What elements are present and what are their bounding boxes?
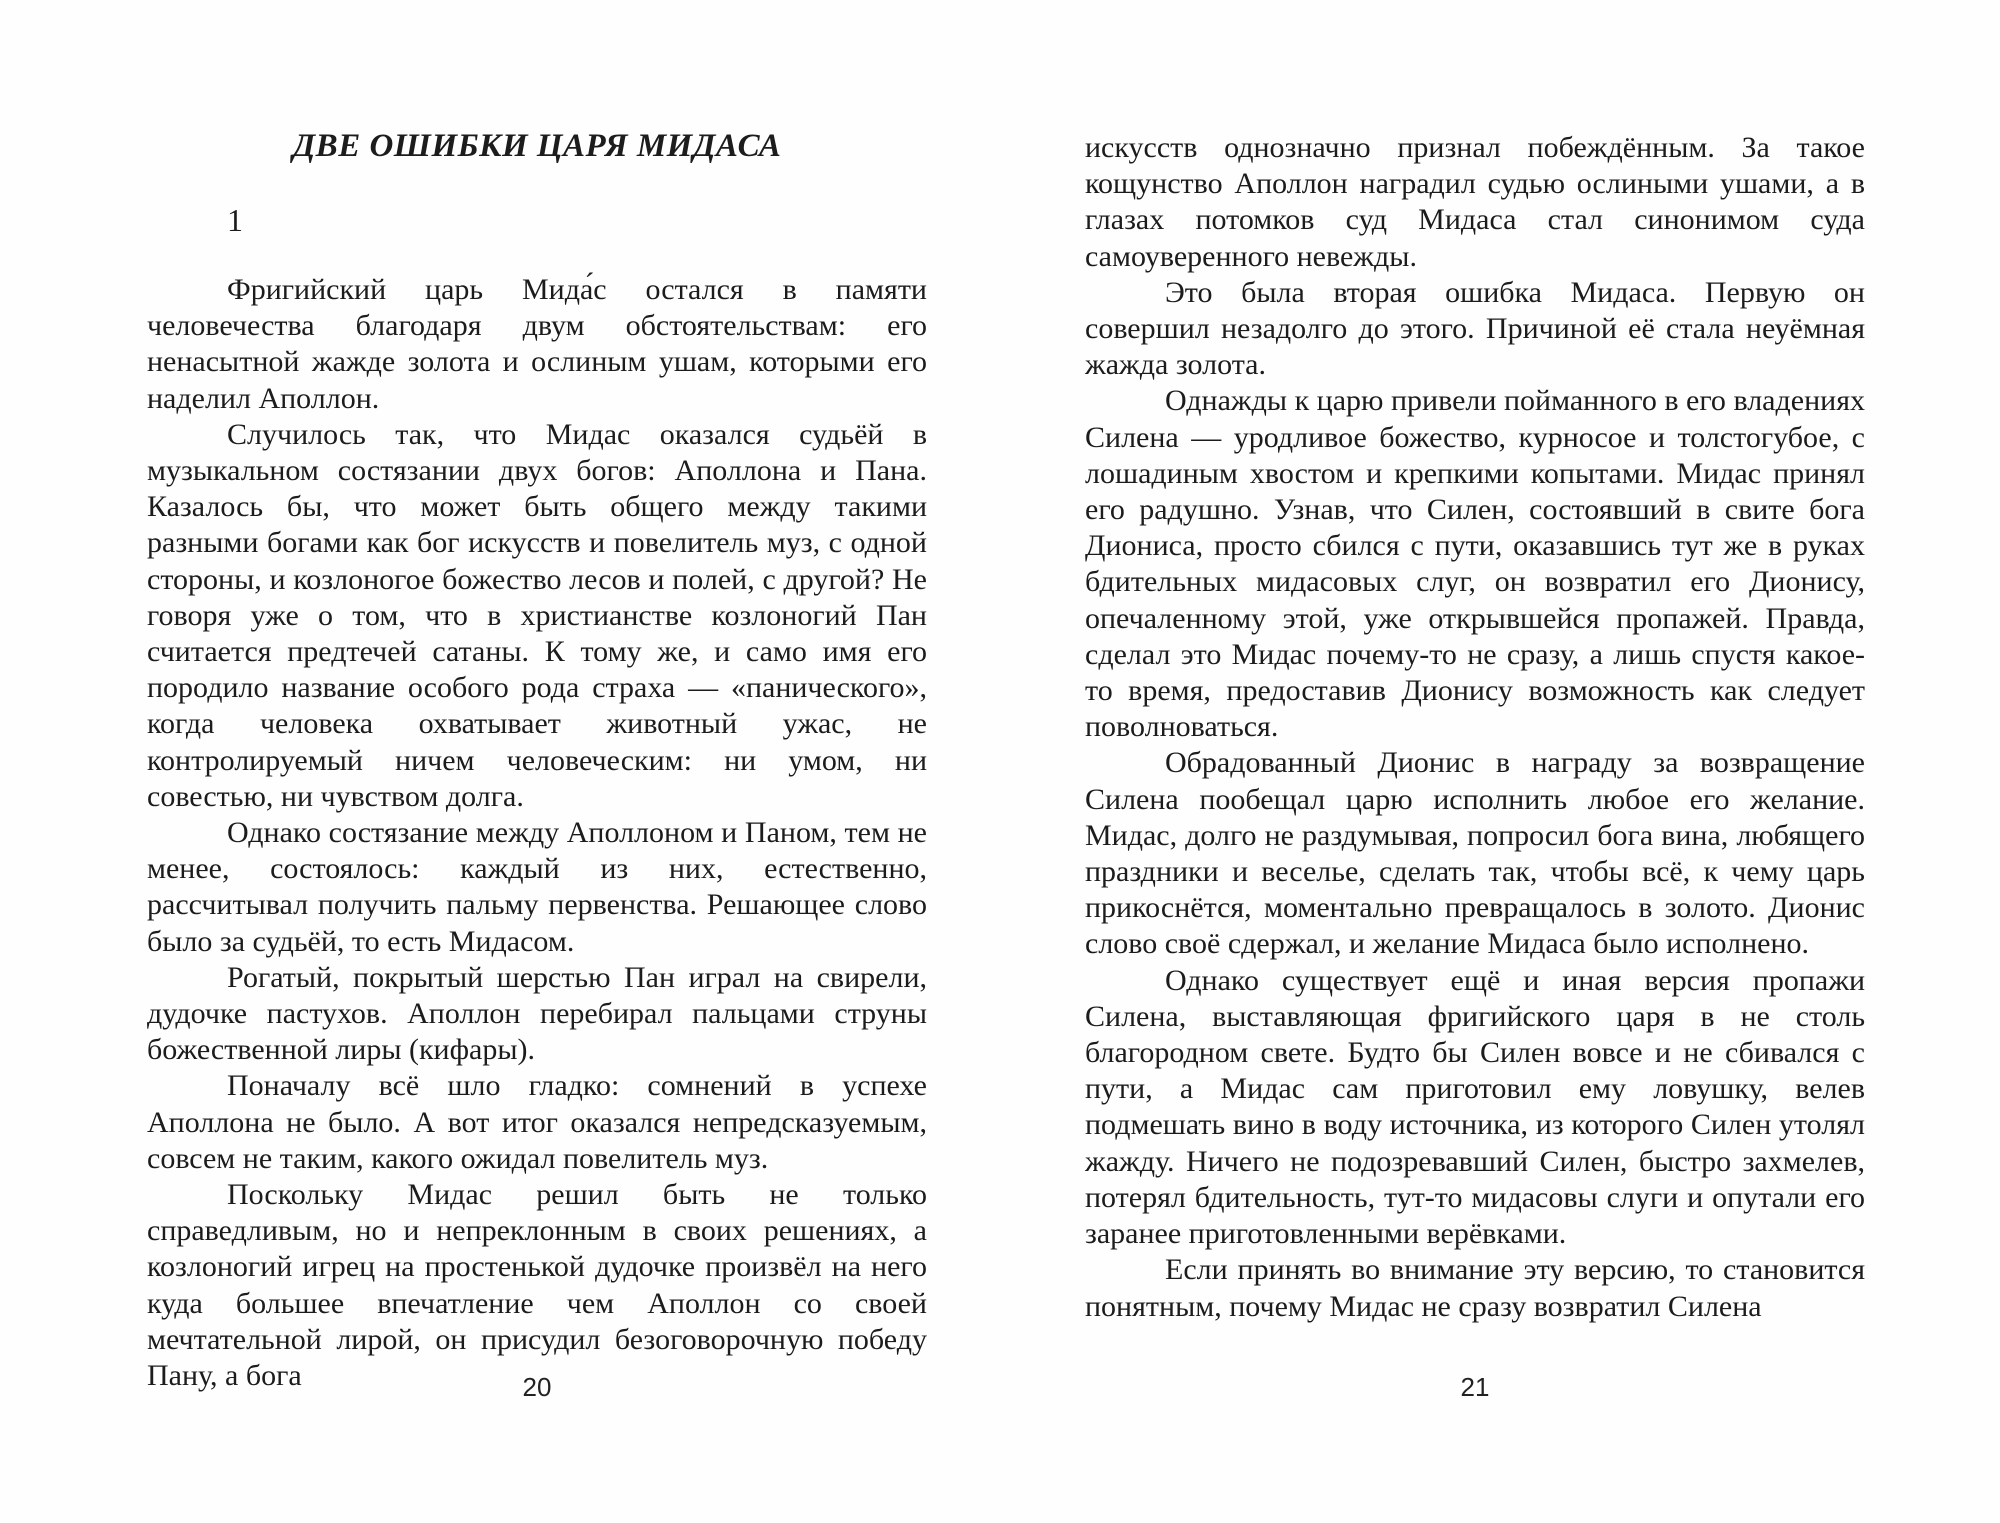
right-page <box>1085 0 1865 1523</box>
chapter-title: ДВЕ ОШИБКИ ЦАРЯ МИДАСА <box>292 128 782 164</box>
paragraph: Поначалу всё шло гладко: сомнений в успехе Аполлона не было. А вот итог оказался непредсказуемым, совсем не таким, какого ожидал повелитель муз. <box>147 1069 927 1175</box>
left-page <box>147 0 927 1523</box>
paragraph: Однако состязание между Аполлоном и Паном, тем не менее, состоялось: каждый из них, естественно, рассчитывал получить пальму первенства. Решающее слово было за судьёй, то есть Мидасом. <box>147 816 927 958</box>
page-number: 20 <box>522 1372 552 1402</box>
paragraph: искусств однозначно признал побеждённым. За такое кощунство Аполлон наградил судью ослиными ушами, а в глазах потомков суд Мидаса стал синонимом суда самоуверенного невежды. <box>1085 131 1865 273</box>
paragraph: Поскольку Мидас решил быть не только справедливым, но и непреклонным в своих решениях, а козлоногий игрец на простенькой дудочке произвёл на него куда большее впечатление чем Аполлон со своей мечтательной лирой, он присудил безоговорочную победу Пану, а бога <box>147 1178 927 1393</box>
paragraph: Однако существует ещё и иная версия пропажи Силена, выставляющая фригийского царя в не столь благородном свете. Будто бы Силен вовсе и не сбивался с пути, а Мидас сам приготовил ему ловушку, велев подмешать вино в воду источника, из которого Силен утолял жажду. Ничего не подозревавший Силен, быстро захмелев, потерял бдительность, тут-то мидасовы слуги и опутали его заранее приготовленными верёвками. <box>1085 963 1865 1251</box>
paragraph: Если принять во внимание эту версию, то становится понятным, почему Мидас не сразу возвратил Силена <box>1085 1253 1865 1323</box>
paragraph: Это была вторая ошибка Мидаса. Первую он совершил незадолго до этого. Причиной её стала неуёмная жажда золота. <box>1085 275 1865 382</box>
paragraph: Случилось так, что Мидас оказался судьёй в музыкальном состязании двух богов: Аполлона и Пана. Казалось бы, что может быть общего между такими разными богами как бог искусств и повелитель муз, с одной стороны, и козлоногое божество лесов и полей, с другой? Не говоря уже о том, что в христианстве козлоногий Пан считается предтечей сатаны. К тому же, и само имя его породило название особого рода страха — «панического», когда человека охватывает животный ужас, не контролируемый ничем человеческим: ни умом, ни совестью, ни чувством долга. <box>147 417 927 813</box>
left-page-body <box>147 272 927 1394</box>
page-number: 21 <box>1460 1372 1490 1402</box>
paragraph: Рогатый, покрытый шерстью Пан играл на свирели, дудочке пастухов. Аполлон перебирал пальцами струны божественной лиры (кифары). <box>147 960 927 1067</box>
paragraph: Обрадованный Дионис в награду за возвращение Силена пообещал царю исполнить любое его желание. Мидас, долго не раздумывая, попросил бога вина, любящего праздники и веселье, сделать так, чтобы всё, к чему царь прикоснётся, моментально превращалось в золото. Дионис слово своё сдержал, и желание Мидаса было исполнено. <box>1085 746 1865 961</box>
right-page-body <box>1085 130 1865 1325</box>
section-number: 1 <box>227 202 243 238</box>
paragraph: Однажды к царю привели пойманного в его владениях Силена — уродливое божество, курносое и толстогубое, с лошадиным хвостом и крепкими копытами. Мидас принял его радушно. Узнав, что Силен, состоявший в свите бога Диониса, просто сбился с пути, оказавшись тут же в руках бдительных мидасовых слуг, он возвратил его Дионису, опечаленному этой, уже открывшейся пропажей. Правда, сделал это Мидас почему-то не сразу, а лишь спустя какое-то время, предоставив Дионису возможность как следует поволноваться. <box>1085 384 1865 744</box>
paragraph: Фригийский царь Мида́с остался в памяти человечества благодаря двум обстоятельствам: его ненасытной жажде золота и ослиным ушам, которыми его наделил Аполлон. <box>147 273 927 415</box>
